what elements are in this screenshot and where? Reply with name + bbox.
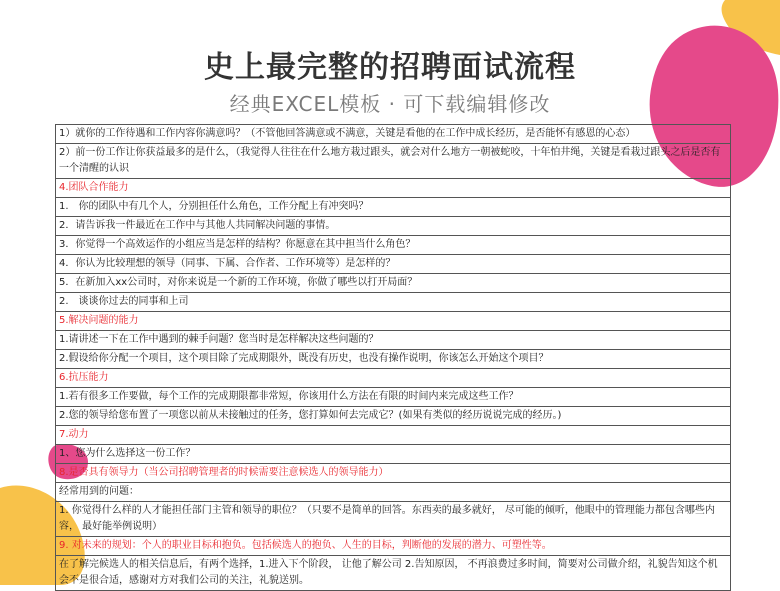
section-header-cell: 6.抗压能力 (56, 369, 731, 388)
question-cell: 3．你觉得一个高效运作的小组应当是怎样的结构？你愿意在其中担当什么角色？ (56, 236, 731, 255)
question-cell: 1. 你觉得什么样的人才能担任部门主管和领导的职位？（只要不是简单的回答。东西卖的最多就好， 尽可能的倾听，他眼中的管理能力都包含哪些内容， 最好能举例说明） (56, 502, 731, 537)
question-row (56, 293, 731, 312)
question-row (56, 407, 731, 426)
section-header-row (56, 426, 731, 445)
question-row (56, 445, 731, 464)
section-header-row (56, 369, 731, 388)
page-subtitle: 经典EXCEL模板 · 可下载编辑修改 (229, 92, 551, 116)
question-cell: 1.若有很多工作要做，每个工作的完成期限都非常短，你该用什么方法在有限的时间内来完成这些工作？ (56, 388, 731, 407)
question-cell: 经常用到的问题： (56, 483, 731, 502)
question-row (56, 483, 731, 502)
section-header-row (56, 179, 731, 198)
question-row (56, 255, 731, 274)
question-cell: 1、您为什么选择这一份工作？ (56, 445, 731, 464)
question-row (56, 388, 731, 407)
question-row (56, 144, 731, 179)
question-cell: 2．请告诉我一件最近在工作中与其他人共同解决问题的事情。 (56, 217, 731, 236)
section-header-row (56, 537, 731, 556)
section-header-cell: 7.动力 (56, 426, 731, 445)
question-row (56, 502, 731, 537)
page-title: 史上最完整的招聘面试流程 (204, 50, 576, 85)
question-row (56, 556, 731, 591)
section-header-cell: 4.团队合作能力 (56, 179, 731, 198)
interview-questions-table (55, 124, 731, 591)
question-cell: 2）前一份工作让你获益最多的是什么，（我觉得人往往在什么地方栽过跟头，就会对什么地方一朝被蛇咬，十年怕井绳，关键是看栽过跟头之后是否有一个清醒的认识 (56, 144, 731, 179)
section-header-row (56, 312, 731, 331)
section-header-row (56, 464, 731, 483)
question-row (56, 217, 731, 236)
question-cell: 1.请讲述一下在工作中遇到的棘手问题？您当时是怎样解决这些问题的？ (56, 331, 731, 350)
question-cell: 2. 谈谈你过去的同事和上司 (56, 293, 731, 312)
section-header-cell: 9. 对未来的规划：个人的职业目标和抱负。包括候选人的抱负、人生的目标，判断他的发展的潜力、可塑性等。 (56, 537, 731, 556)
question-row (56, 331, 731, 350)
question-row (56, 274, 731, 293)
question-cell: 2.您的领导给您布置了一项您以前从未接触过的任务，您打算如何去完成它？(如果有类似的经历说说完成的经历。) (56, 407, 731, 426)
question-cell: 2.假设给你分配一个项目，这个项目除了完成期限外，既没有历史，也没有操作说明，你该怎么开始这个项目？ (56, 350, 731, 369)
question-cell: 5．在新加入xx公司时，对你来说是一个新的工作环境，你做了哪些以打开局面？ (56, 274, 731, 293)
question-row (56, 198, 731, 217)
section-header-cell: 5.解决问题的能力 (56, 312, 731, 331)
section-header-cell: 8.是否具有领导力（当公司招聘管理者的时候需要注意候选人的领导能力） (56, 464, 731, 483)
question-row (56, 350, 731, 369)
question-cell: 在了解完候选人的相关信息后，有两个选择，1.进入下个阶段， 让他了解公司 2.告知原因， 不再浪费过多时间，简要对公司做介绍，礼貌告知这个机会不是很合适，感谢对方对我们公司的关注，礼貌送别。 (56, 556, 731, 591)
question-row (56, 125, 731, 144)
question-row (56, 236, 731, 255)
question-cell: 1. 你的团队中有几个人，分别担任什么角色，工作分配上有冲突吗？ (56, 198, 731, 217)
question-cell: 1）就你的工作待遇和工作内容你满意吗？（不管他回答满意或不满意，关键是看他的在工作中成长经历，是否能怀有感恩的心态） (56, 125, 731, 144)
question-cell: 4．你认为比较理想的领导（同事、下属、合作者、工作环境等）是怎样的？ (56, 255, 731, 274)
